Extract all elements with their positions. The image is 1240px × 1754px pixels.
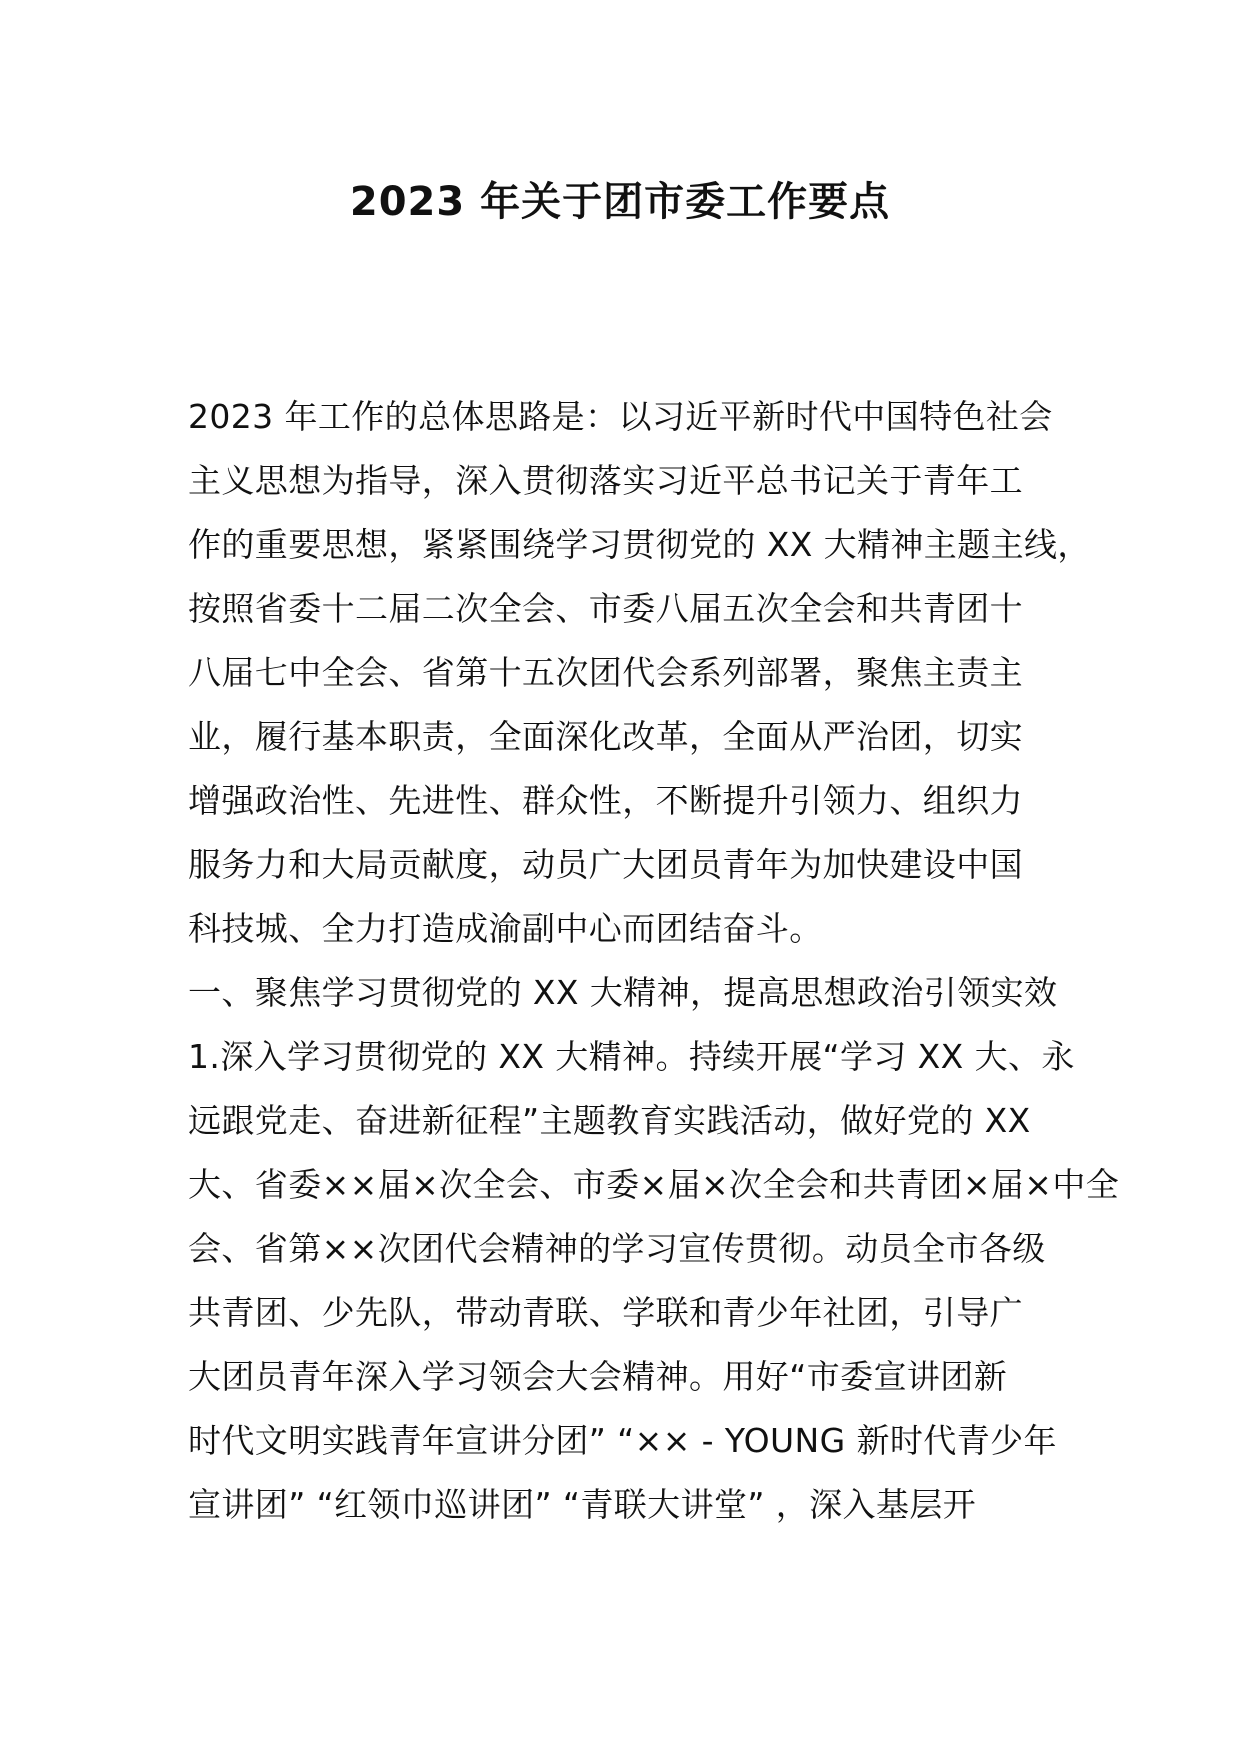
body-line: 远跟党走、奋进新征程”主题教育实践活动，做好党的 XX xyxy=(188,1101,1031,1140)
body-line: 八届七中全会、省第十五次团代会系列部署，聚焦主责主 xyxy=(188,653,1023,692)
body-line: 服务力和大局贡献度，动员广大团员青年为加快建设中国 xyxy=(188,845,1023,884)
body-line: 宣讲团” “红领巾巡讲团” “青联大讲堂” ，深入基层开 xyxy=(188,1485,977,1524)
section-heading: 一、聚焦学习贯彻党的 XX 大精神，提高思想政治引领实效 xyxy=(188,973,1058,1012)
body-line: 大、省委××届×次全会、市委×届×次全会和共青团×届×中全 xyxy=(188,1165,1120,1204)
body-line: 作的重要思想，紧紧围绕学习贯彻党的 XX 大精神主题主线， xyxy=(188,525,1091,564)
body-line: 时代文明实践青年宣讲分团” “×× - YOUNG 新时代青少年 xyxy=(188,1421,1057,1460)
body-line: 大团员青年深入学习领会大会精神。用好“市委宣讲团新 xyxy=(188,1357,1008,1396)
body-line: 主义思想为指导，深入贯彻落实习近平总书记关于青年工 xyxy=(188,461,1023,500)
document-title: 2023 年关于团市委工作要点 xyxy=(349,179,891,225)
body-line: 业，履行基本职责，全面深化改革，全面从严治团，切实 xyxy=(188,717,1023,756)
body-line: 共青团、少先队，带动青联、学联和青少年社团，引导广 xyxy=(188,1293,1023,1332)
body-line: 增强政治性、先进性、群众性，不断提升引领力、组织力 xyxy=(188,781,1023,820)
body-line: 会、省第××次团代会精神的学习宣传贯彻。动员全市各级 xyxy=(188,1229,1046,1268)
body-line: 1.深入学习贯彻党的 XX 大精神。持续开展“学习 XX 大、永 xyxy=(188,1037,1075,1076)
body-line: 科技城、全力打造成渝副中心而团结奋斗。 xyxy=(188,909,823,948)
body-line: 2023 年工作的总体思路是：以习近平新时代中国特色社会 xyxy=(188,397,1053,436)
body-line: 按照省委十二届二次全会、市委八届五次全会和共青团十 xyxy=(188,589,1023,628)
document-body xyxy=(188,385,1120,1537)
